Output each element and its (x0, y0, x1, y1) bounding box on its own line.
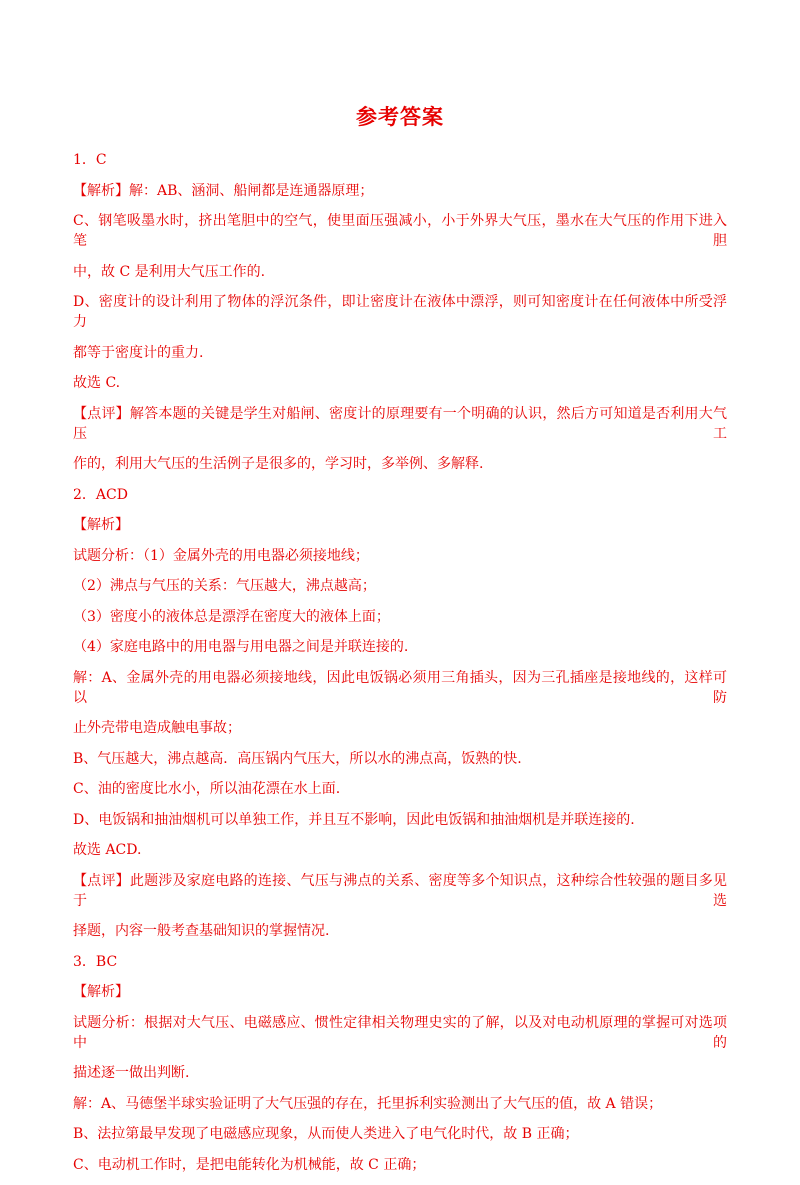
solution-line: C、电动机工作时，是把电能转化为机械能，故 C 正确； (73, 1156, 426, 1173)
analysis-line: （3）密度小的液体总是漂浮在密度大的液体上面； (73, 608, 390, 625)
analysis-line: 描述逐一做出判断. (73, 1065, 190, 1081)
comment-line: 【点评】解答本题的关键是学生对船闸、密度计的原理要有一个明确的认识，然后方可知道是否利用大气压工 (73, 405, 727, 442)
answer-body (73, 150, 727, 1185)
analysis-line: 试题分析：（1）金属外壳的用电器必须接地线； (73, 547, 369, 564)
analysis-line: C、钢笔吸墨水时，挤出笔胆中的空气，使里面压强减小，小于外界大气压，墨水在大气压的作用下进入笔胆 (73, 213, 727, 249)
solution-line: B、法拉第最早发现了电磁感应现象，从而使人类进入了电气化时代，故 B 正确； (73, 1126, 579, 1142)
choice-line: 故选 C. (73, 375, 121, 391)
solution-line: B、气压越大，沸点越高．高压锅内气压大，所以水的沸点高，饭熟的快. (73, 750, 522, 767)
analysis-heading: 【解析】 (73, 984, 129, 1000)
solution-line: C、油的密度比水小，所以油花漂在水上面. (73, 781, 341, 797)
analysis-line: D、密度计的设计利用了物体的浮沉条件，即让密度计在液体中漂浮，则可知密度计在任何液体中所受浮力 (73, 294, 727, 330)
solution-line: D、电饭锅和抽油烟机可以单独工作，并且互不影响，因此电饭锅和抽油烟机是并联连接的. (73, 811, 635, 828)
choice-line: 故选 ACD. (73, 842, 142, 858)
answer-number: 1．C (73, 152, 107, 168)
analysis-line: （4）家庭电路中的用电器与用电器之间是并联连接的. (73, 639, 409, 655)
analysis-line: 都等于密度计的重力. (73, 344, 204, 361)
solution-line: 解：A、金属外壳的用电器必须接地线，因此电饭锅必须用三角插头，因为三孔插座是接地线的，这样可以防 (73, 669, 727, 706)
comment-line: 择题，内容一般考查基础知识的掌握情况. (73, 923, 330, 939)
answer-number: 3．BC (73, 953, 118, 970)
solution-line: 解：A、马德堡半球实验证明了大气压强的存在，托里拆利实验测出了大气压的值，故 A 错误； (73, 1095, 663, 1112)
page-title: 参考答案 (356, 104, 444, 129)
answer-number: 2．ACD (73, 486, 128, 503)
analysis-line: 试题分析：根据对大气压、电磁感应、惯性定律相关物理史实的了解，以及对电动机原理的掌握可对选项中的 (73, 1014, 727, 1051)
analysis-heading: 【解析】 (73, 517, 129, 533)
solution-line: 止外壳带电造成触电事故； (73, 720, 241, 736)
analysis-line: （2）沸点与气压的关系：气压越大，沸点越高； (73, 578, 376, 594)
comment-line: 【点评】此题涉及家庭电路的连接、气压与沸点的关系、密度等多个知识点，这种综合性较强的题目多见于选 (73, 872, 727, 909)
comment-line: 作的，利用大气压的生活例子是很多的，学习时，多举例、多解释. (73, 456, 484, 472)
analysis-line: 【解析】解：AB、涵洞、船闸都是连通器原理； (73, 182, 374, 199)
analysis-line: 中，故 C 是利用大气压工作的. (73, 263, 266, 280)
